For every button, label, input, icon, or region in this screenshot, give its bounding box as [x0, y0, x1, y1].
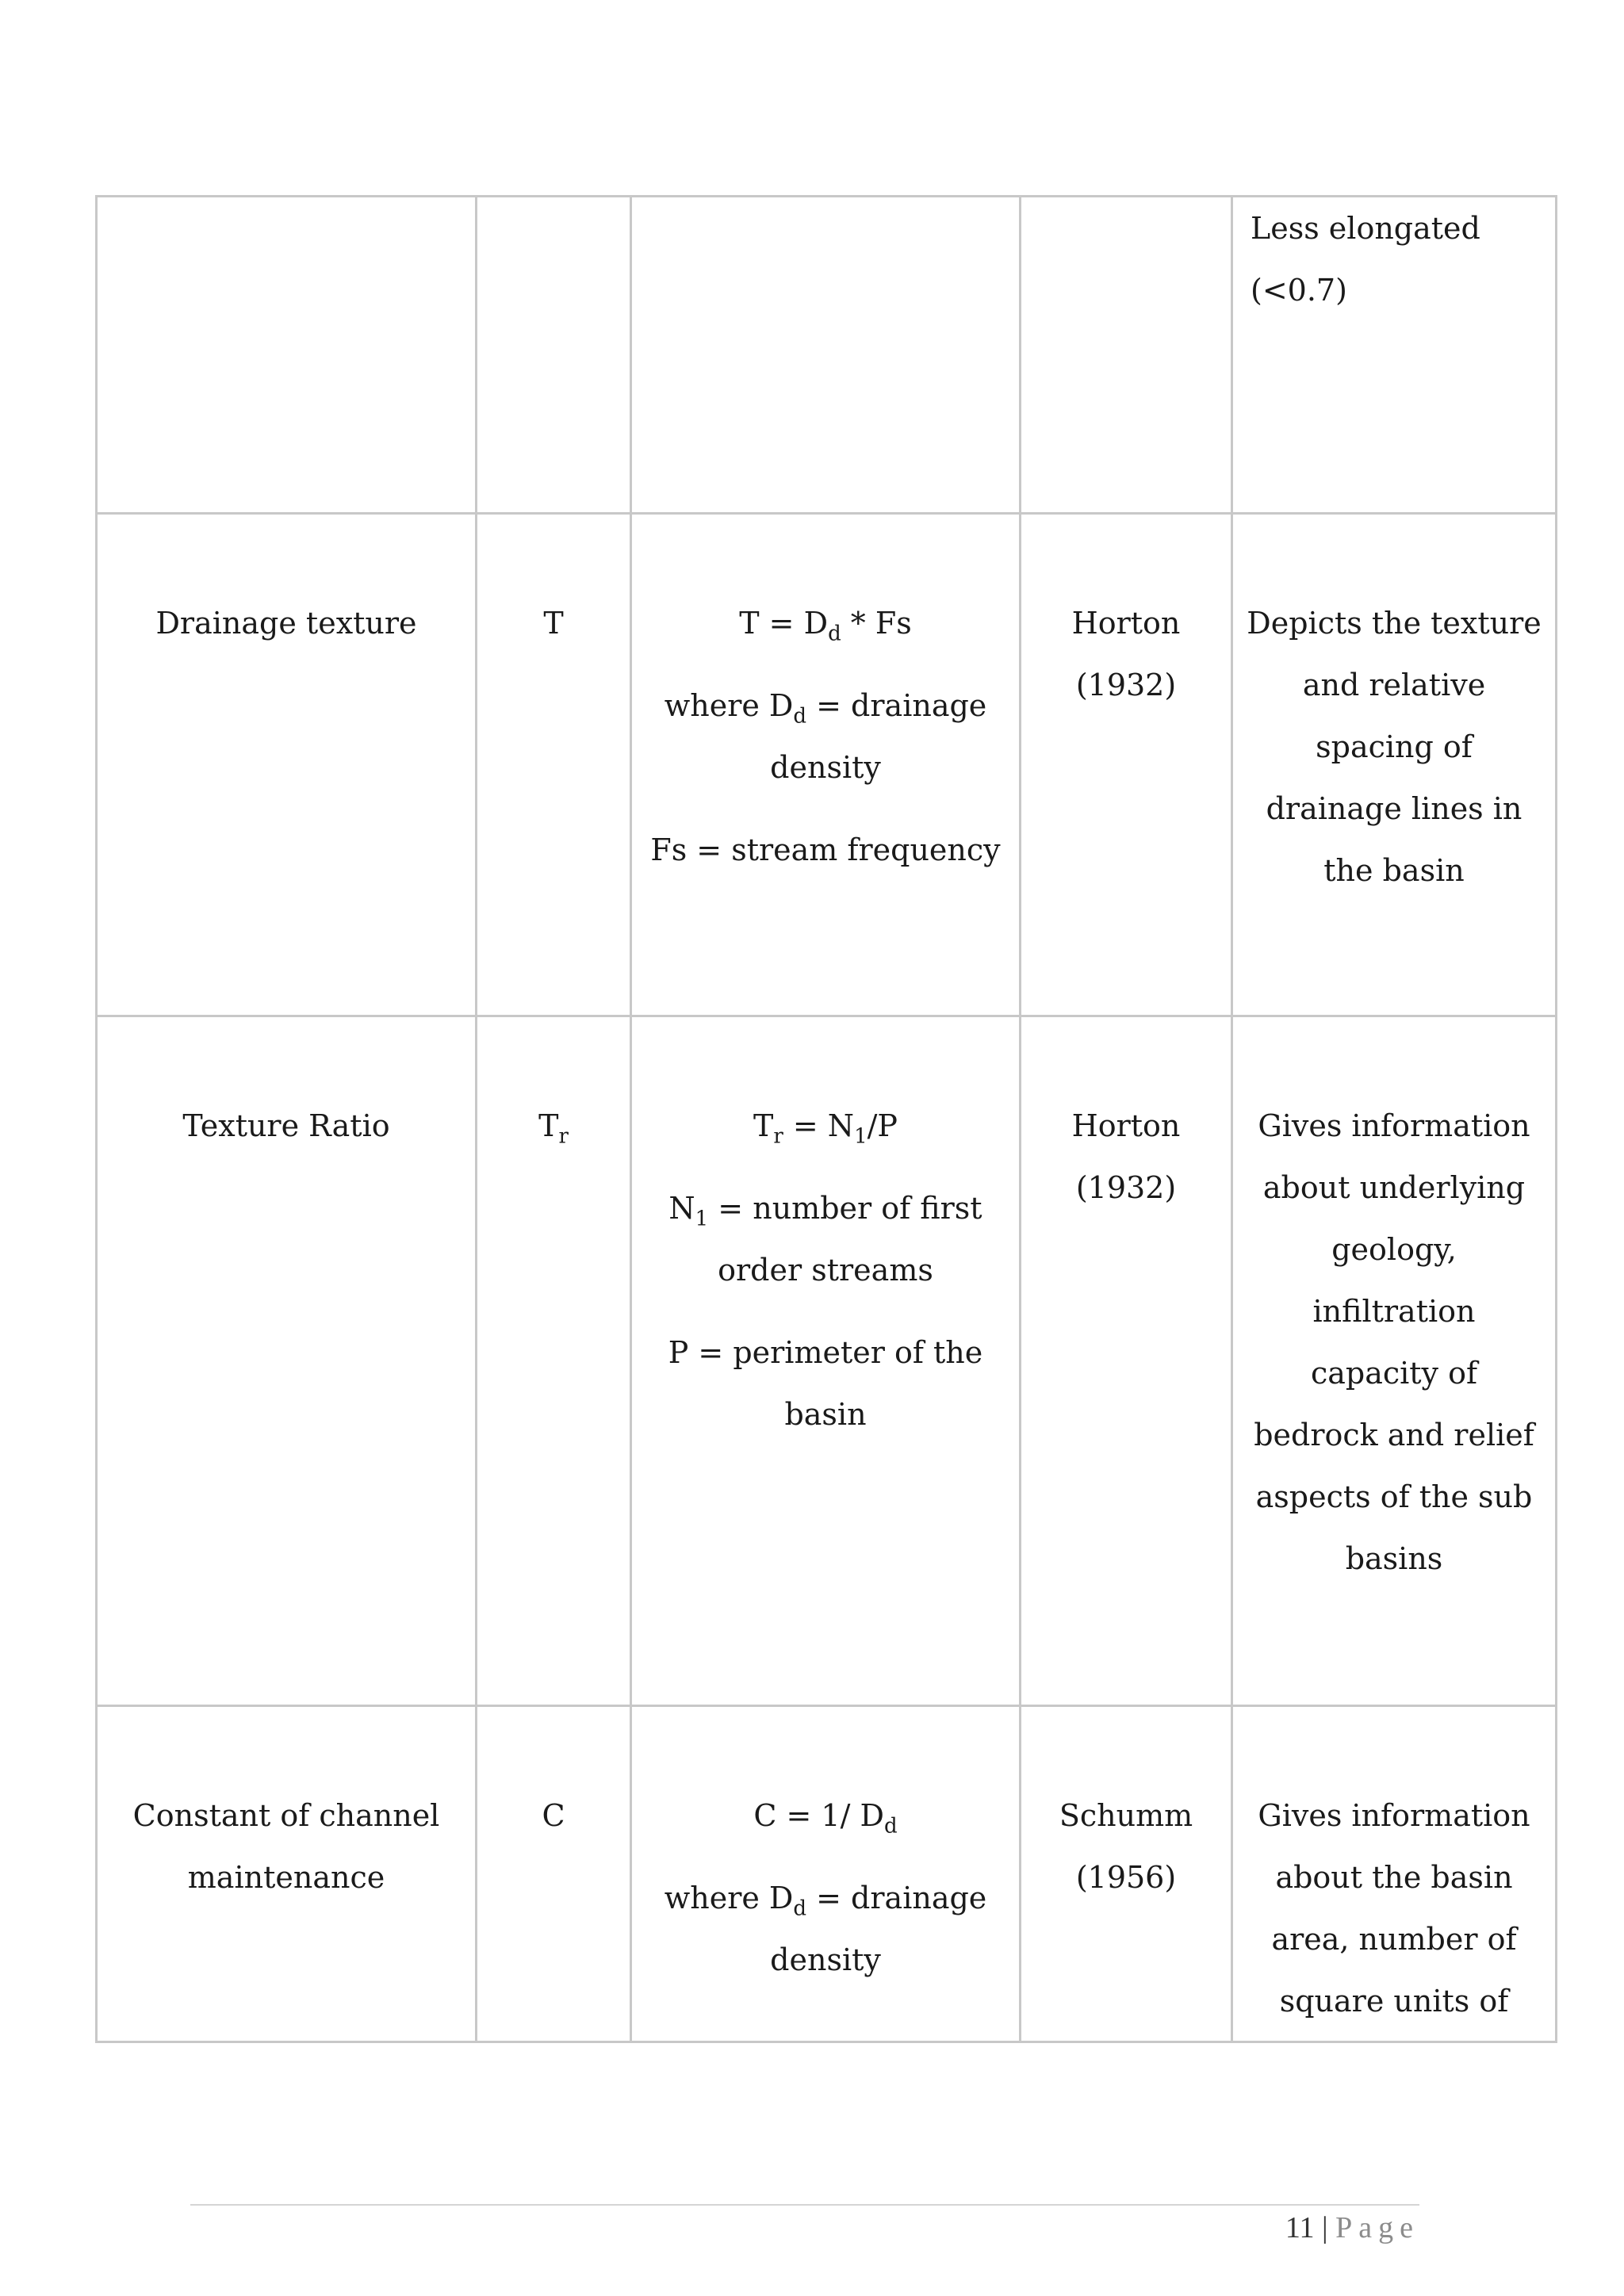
reference-cell: [1021, 514, 1232, 1016]
formula-line: basin: [784, 1397, 867, 1432]
formula-line: $T_r = N_1/P$: [753, 1108, 898, 1149]
parameter-cell: [97, 1706, 477, 2042]
description-line: square units of: [1279, 1984, 1509, 2019]
formula-cell: [631, 1016, 1021, 1706]
formula-line: density: [770, 1942, 881, 1977]
description-line: Less elongated: [1251, 211, 1480, 246]
formula-cell: [631, 197, 1021, 514]
page-number: 11: [1285, 2211, 1315, 2244]
symbol-cell: [477, 514, 631, 1016]
symbol: T: [543, 606, 564, 641]
parameter-name: Texture Ratio: [182, 1108, 390, 1143]
page-label: Page: [1335, 2211, 1419, 2244]
description-cell: [1232, 514, 1557, 1016]
reference-cell: [1021, 1706, 1232, 2042]
symbol-cell: [477, 1016, 631, 1706]
description-line: area, number of: [1271, 1922, 1517, 1957]
description-line: Gives information: [1258, 1798, 1530, 1833]
parameter-name: Constant of channel: [132, 1798, 440, 1833]
reference-author: Schumm: [1059, 1798, 1193, 1833]
formula-line: where $D_d$ = drainage: [664, 688, 987, 729]
page-footer: [1237, 2209, 1419, 2247]
description-cell: [1232, 1706, 1557, 2042]
formula-line: where $D_d$ = drainage: [664, 1881, 987, 1921]
parameter-cell: [97, 1016, 477, 1706]
reference-year: (1932): [1075, 668, 1177, 702]
reference-author: Horton: [1071, 606, 1181, 641]
description-line: bedrock and relief: [1254, 1418, 1534, 1452]
formula-line: C = 1/ $D_d$: [753, 1798, 898, 1839]
description-line: drainage lines in: [1266, 791, 1522, 826]
symbol-cell: [477, 1706, 631, 2042]
table-row: [97, 1016, 1557, 1706]
description-line: geology,: [1331, 1232, 1457, 1267]
formula-cell: [631, 1706, 1021, 2042]
formula-line: $T = D_d * Fs$: [739, 606, 912, 646]
table-row: [97, 197, 1557, 514]
footer-separator: |: [1322, 2211, 1328, 2244]
formula-line: P = perimeter of the: [668, 1335, 983, 1370]
formula-cell: [631, 514, 1021, 1016]
description-line: Gives information: [1258, 1108, 1530, 1143]
reference-cell: [1021, 1016, 1232, 1706]
description-line: spacing of: [1316, 729, 1473, 764]
formula-line: density: [770, 750, 881, 785]
table-row: [97, 1706, 1557, 2042]
table-row: [97, 514, 1557, 1016]
description-line: the basin: [1323, 853, 1465, 888]
reference-cell: [1021, 197, 1232, 514]
description-line: about underlying: [1262, 1170, 1526, 1205]
description-line: about the basin: [1275, 1860, 1513, 1895]
parameter-cell: [97, 197, 477, 514]
footer-divider: [190, 2204, 1419, 2206]
description-cell: [1232, 1016, 1557, 1706]
description-line: (<0.7): [1251, 273, 1347, 308]
parameter-name: Drainage texture: [155, 606, 417, 641]
description-line: Depicts the texture: [1247, 606, 1542, 641]
description-line: aspects of the sub: [1255, 1479, 1533, 1514]
morphometric-parameters-table: [95, 195, 1557, 2043]
description-cell: [1232, 197, 1557, 514]
formula-line: order streams: [718, 1253, 933, 1288]
parameter-name: maintenance: [187, 1860, 385, 1895]
formula-line: Fs = stream frequency: [650, 832, 1001, 867]
description-line: infiltration: [1312, 1294, 1476, 1329]
reference-year: (1932): [1075, 1170, 1177, 1205]
description-line: capacity of: [1310, 1356, 1478, 1391]
formula-line: $N_1$ = number of first: [668, 1191, 982, 1231]
parameter-cell: [97, 514, 477, 1016]
description-line: and relative: [1302, 668, 1486, 702]
symbol: C: [542, 1798, 565, 1833]
reference-author: Horton: [1071, 1108, 1181, 1143]
symbol: $T_r$: [538, 1108, 569, 1149]
reference-year: (1956): [1075, 1860, 1177, 1895]
description-line: basins: [1345, 1541, 1443, 1576]
symbol-cell: [477, 197, 631, 514]
